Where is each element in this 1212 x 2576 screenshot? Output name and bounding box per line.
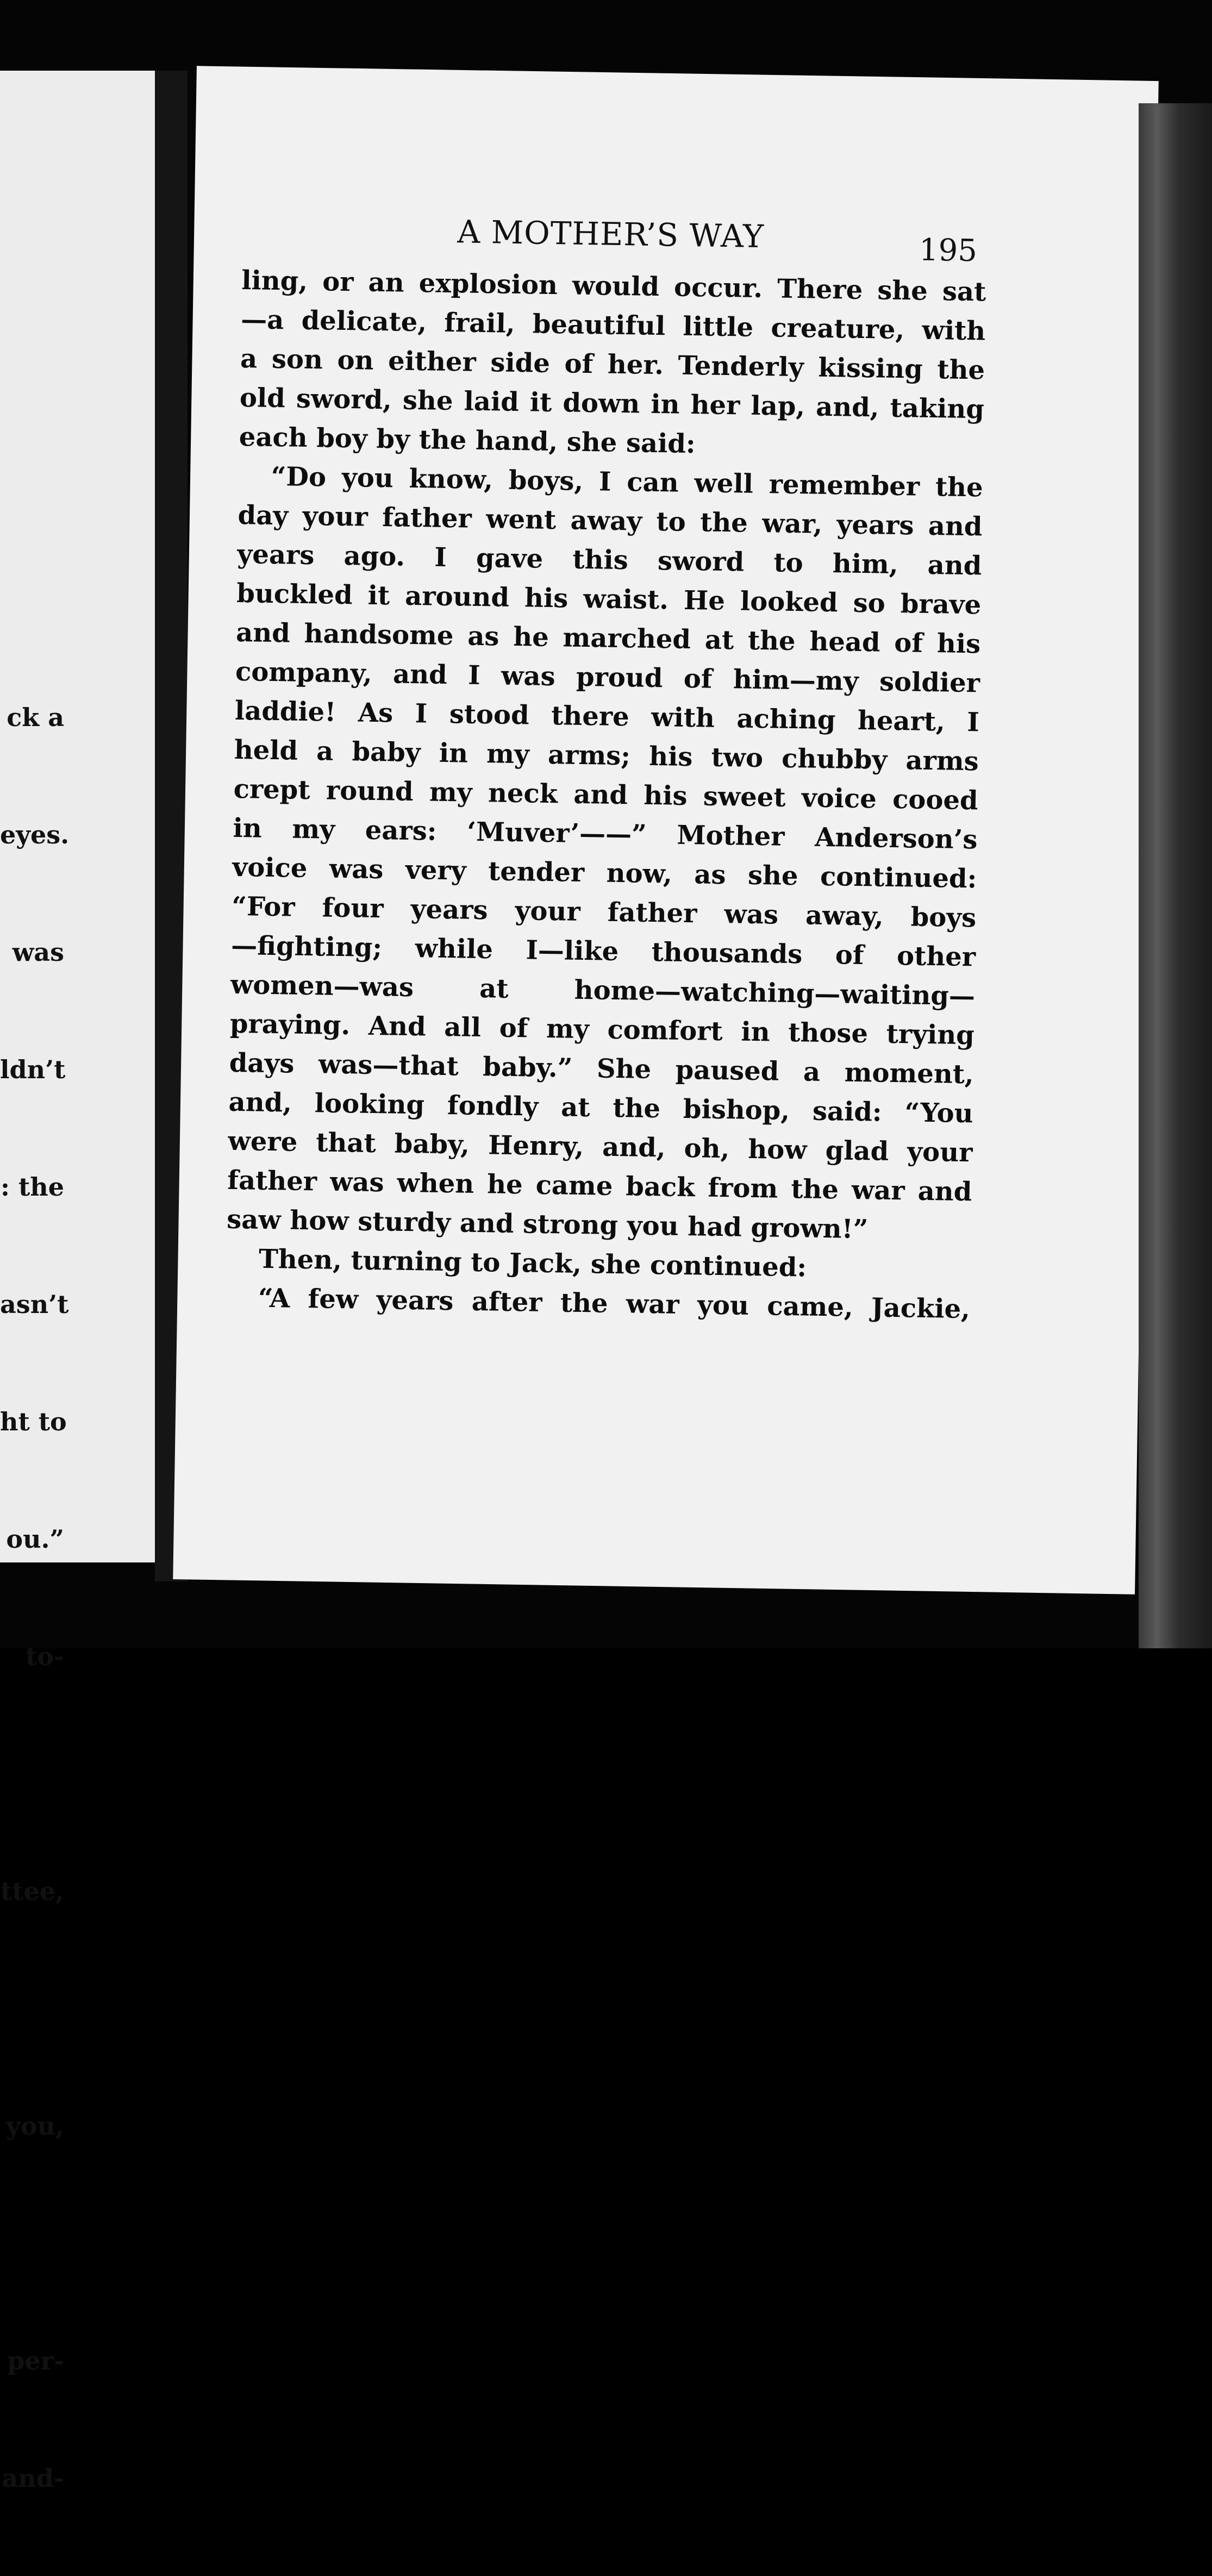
text-line: —a delicate, frail, beautiful little creature, with (240, 304, 986, 347)
text-line: held a baby in my arms; his two chubby arms (234, 734, 979, 777)
text-line: company, and I was proud of him—my soldier (235, 656, 980, 699)
left-line: asn’t (0, 1290, 69, 1319)
left-line: per- (7, 2346, 64, 2375)
text-line: voice was very tender now, as she continued: (232, 852, 977, 895)
left-line: and- (2, 2464, 64, 2493)
text-line: crept round my neck and his sweet voice cooed (233, 773, 979, 816)
left-line: eyes. (0, 820, 70, 849)
text-line: saw how sturdy and strong you had grown!” (226, 1204, 869, 1245)
text-line: ling, or an explosion would occur. There she sat (241, 265, 986, 308)
page-body (225, 261, 986, 1329)
left-line (0, 1989, 64, 2028)
text-line: women—was at home—watching—waiting— (230, 969, 976, 1012)
left-line: ou.” (6, 1524, 64, 1554)
left-line: ttee, (0, 1877, 64, 1906)
text-line: in my ears: ‘Muver’——” Mother Anderson’s (233, 812, 978, 855)
text-line: father was when he came back from the war and (227, 1165, 972, 1208)
left-line: ht to (0, 1407, 67, 1436)
left-page-text (0, 620, 70, 2576)
text-line: “A few years after the war you came, Jackie, (258, 1283, 971, 1325)
text-line: laddie! As I stood there with aching heart, I (234, 695, 980, 738)
text-line: day your father went away to the war, years and (238, 499, 983, 542)
text-line: —fighting; while I—like thousands of other (230, 930, 976, 973)
left-line: ldn’t (0, 1055, 66, 1084)
text-line: praying. And all of my comfort in those trying (229, 1008, 975, 1051)
left-line: ck a (7, 703, 64, 732)
left-line (0, 1754, 64, 1793)
text-line: “Do you know, boys, I can well remember the (271, 461, 984, 503)
text-line: old sword, she laid it down in her lap, and, taking (239, 382, 985, 425)
left-line: was (12, 937, 64, 967)
text-line: and, looking fondly at the bishop, said: “You (228, 1086, 973, 1129)
running-head: A MOTHER’S WAY (457, 213, 765, 255)
page-edge (1139, 103, 1212, 1648)
left-line: : the (1, 1172, 64, 1202)
left-line (0, 2224, 64, 2263)
text-line: and handsome as he marched at the head of his (235, 617, 981, 660)
text-line: a son on either side of her. Tenderly kissing the (240, 343, 985, 386)
page-number: 195 (919, 232, 978, 269)
text-line: Then, turning to Jack, she continued: (258, 1243, 807, 1283)
text-line: buckled it around his waist. He looked so brave (236, 578, 982, 621)
text-line: days was—that baby.” She paused a moment, (229, 1047, 974, 1090)
text-line: were that baby, Henry, and, oh, how glad your (228, 1126, 973, 1168)
left-line: you, (6, 2111, 64, 2141)
text-line: “For four years your father was away, boys (231, 891, 977, 934)
left-line: to- (25, 1642, 64, 1671)
text-line: each boy by the hand, she said: (239, 421, 696, 460)
text-line: years ago. I gave this sword to him, and (237, 539, 982, 582)
